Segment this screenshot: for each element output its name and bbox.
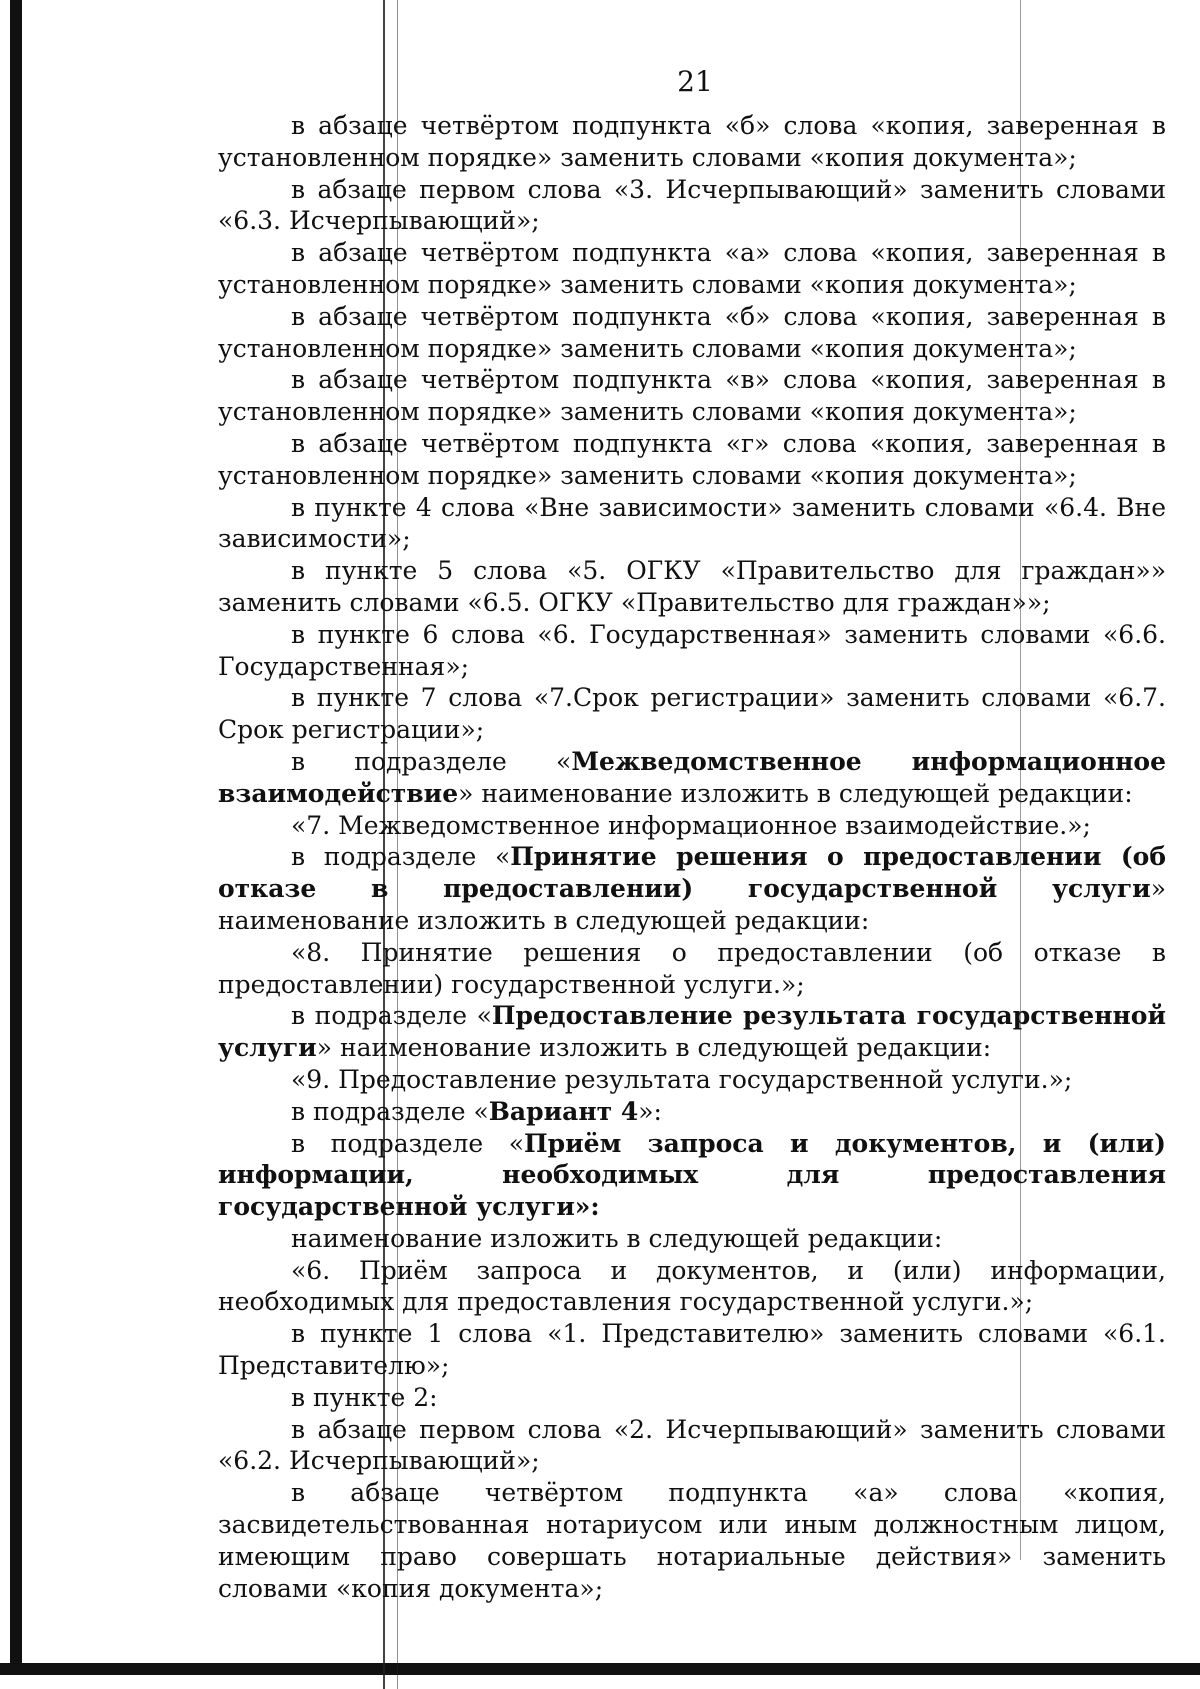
text-segment: в абзаце четвёртом подпункта «б» слова «копия, заверенная в установленном порядке» заменить словами «копия документа»; [218,111,1166,172]
text-segment: в подразделе « [291,1128,525,1158]
text-segment: в подразделе « [291,1096,489,1126]
paragraph [218,1000,1166,1064]
text-segment: в абзаце четвёртом подпункта «а» слова «копия, засвидетельствованная нотариусом или иным должностным лицом, имеющим право совершать нотариальные действия» заменить словами «копия документа»; [218,1478,1166,1603]
text-segment: в пункте 7 слова «7.Срок регистрации» заменить словами «6.7. Срок регистрации»; [218,683,1166,745]
paragraph [218,1382,1166,1414]
text-segment: «7. Межведомственное информационное взаимодействие.»; [291,810,1091,840]
bold-text-segment: Вариант 4 [488,1096,639,1126]
paragraph [218,174,1166,238]
scan-edge-bottom [0,1663,1200,1675]
text-segment: в пункте 2: [291,1382,438,1412]
document-body [218,110,1166,1604]
paragraph [218,110,1166,174]
text-segment: в подразделе « [291,842,511,872]
bold-text-segment: Приём запроса и документов, и (или) информации, необходимых для предоставления государственной услуги»: [218,1128,1167,1222]
paragraph [218,619,1166,683]
paragraph [218,810,1166,842]
paragraph [218,428,1166,492]
scan-edge-left [10,0,22,1673]
paragraph [218,364,1166,428]
text-segment: »: [638,1096,662,1126]
text-segment: «9. Предоставление результата государственной услуги.»; [291,1064,1073,1094]
paragraph [218,1096,1166,1128]
text-segment: «8. Принятие решения о предоставлении (об отказе в предоставлении) государственной услуги.»; [218,937,1166,999]
text-segment: в пункте 6 слова «6. Государственная» заменить словами «6.6. Государственная»; [218,619,1166,681]
text-segment: в абзаце четвёртом подпункта «а» слова «копия, заверенная в установленном порядке» заменить словами «копия документа»; [218,238,1166,299]
text-segment: в абзаце четвёртом подпункта «г» слова «копия, заверенная в установленном порядке» заменить словами «копия документа»; [218,428,1166,490]
paragraph [218,1128,1166,1223]
paragraph [218,301,1166,365]
bold-text-segment: Предоставление результата государственной услуги [218,1001,1167,1063]
paragraph [218,746,1166,810]
text-segment: наименование изложить в следующей редакции: [291,1223,943,1253]
text-segment: » наименование изложить в следующей редакции: [218,874,1166,935]
page-number: 21 [677,65,713,98]
text-segment: в абзаце первом слова «3. Исчерпывающий» заменить словами «6.3. Исчерпывающий»; [218,174,1166,236]
paragraph [218,937,1166,1001]
paragraph [218,1318,1166,1382]
text-segment: в пункте 1 слова «1. Представителю» заменить словами «6.1. Представителю»; [218,1319,1166,1381]
bold-text-segment: Принятие решения о предоставлении (об отказе в предоставлении) государственной услуги [218,842,1167,904]
text-segment: » наименование изложить в следующей редакции: [316,1033,992,1063]
paragraph [218,1223,1166,1255]
paragraph [218,1414,1166,1478]
text-segment: в абзаце первом слова «2. Исчерпывающий» заменить словами «6.2. Исчерпывающий»; [218,1414,1166,1476]
text-segment: в пункте 5 слова «5. ОГКУ «Правительство для граждан»» заменить словами «6.5. ОГКУ «Правительство для граждан»»; [218,556,1166,617]
text-segment: в абзаце четвёртом подпункта «б» слова «копия, заверенная в установленном порядке» заменить словами «копия документа»; [218,301,1166,363]
paragraph [218,1064,1166,1096]
paragraph [218,1477,1166,1604]
text-segment: в подразделе « [291,746,572,776]
paragraph [218,237,1166,301]
paragraph [218,682,1166,746]
paragraph [218,492,1166,556]
paragraph [218,1255,1166,1319]
text-segment: » наименование изложить в следующей редакции: [458,778,1133,808]
text-segment: в абзаце четвёртом подпункта «в» слова «копия, заверенная в установленном порядке» заменить словами «копия документа»; [218,365,1166,427]
text-segment: в подразделе « [291,1001,492,1031]
paragraph [218,555,1166,619]
paragraph [218,841,1166,936]
text-segment: «6. Приём запроса и документов, и (или) информации, необходимых для предоставления государственной услуги.»; [218,1255,1166,1317]
bold-text-segment: Межведомственное информационное взаимодействие [218,746,1166,808]
text-segment: в пункте 4 слова «Вне зависимости» заменить словами «6.4. Вне зависимости»; [218,492,1166,554]
